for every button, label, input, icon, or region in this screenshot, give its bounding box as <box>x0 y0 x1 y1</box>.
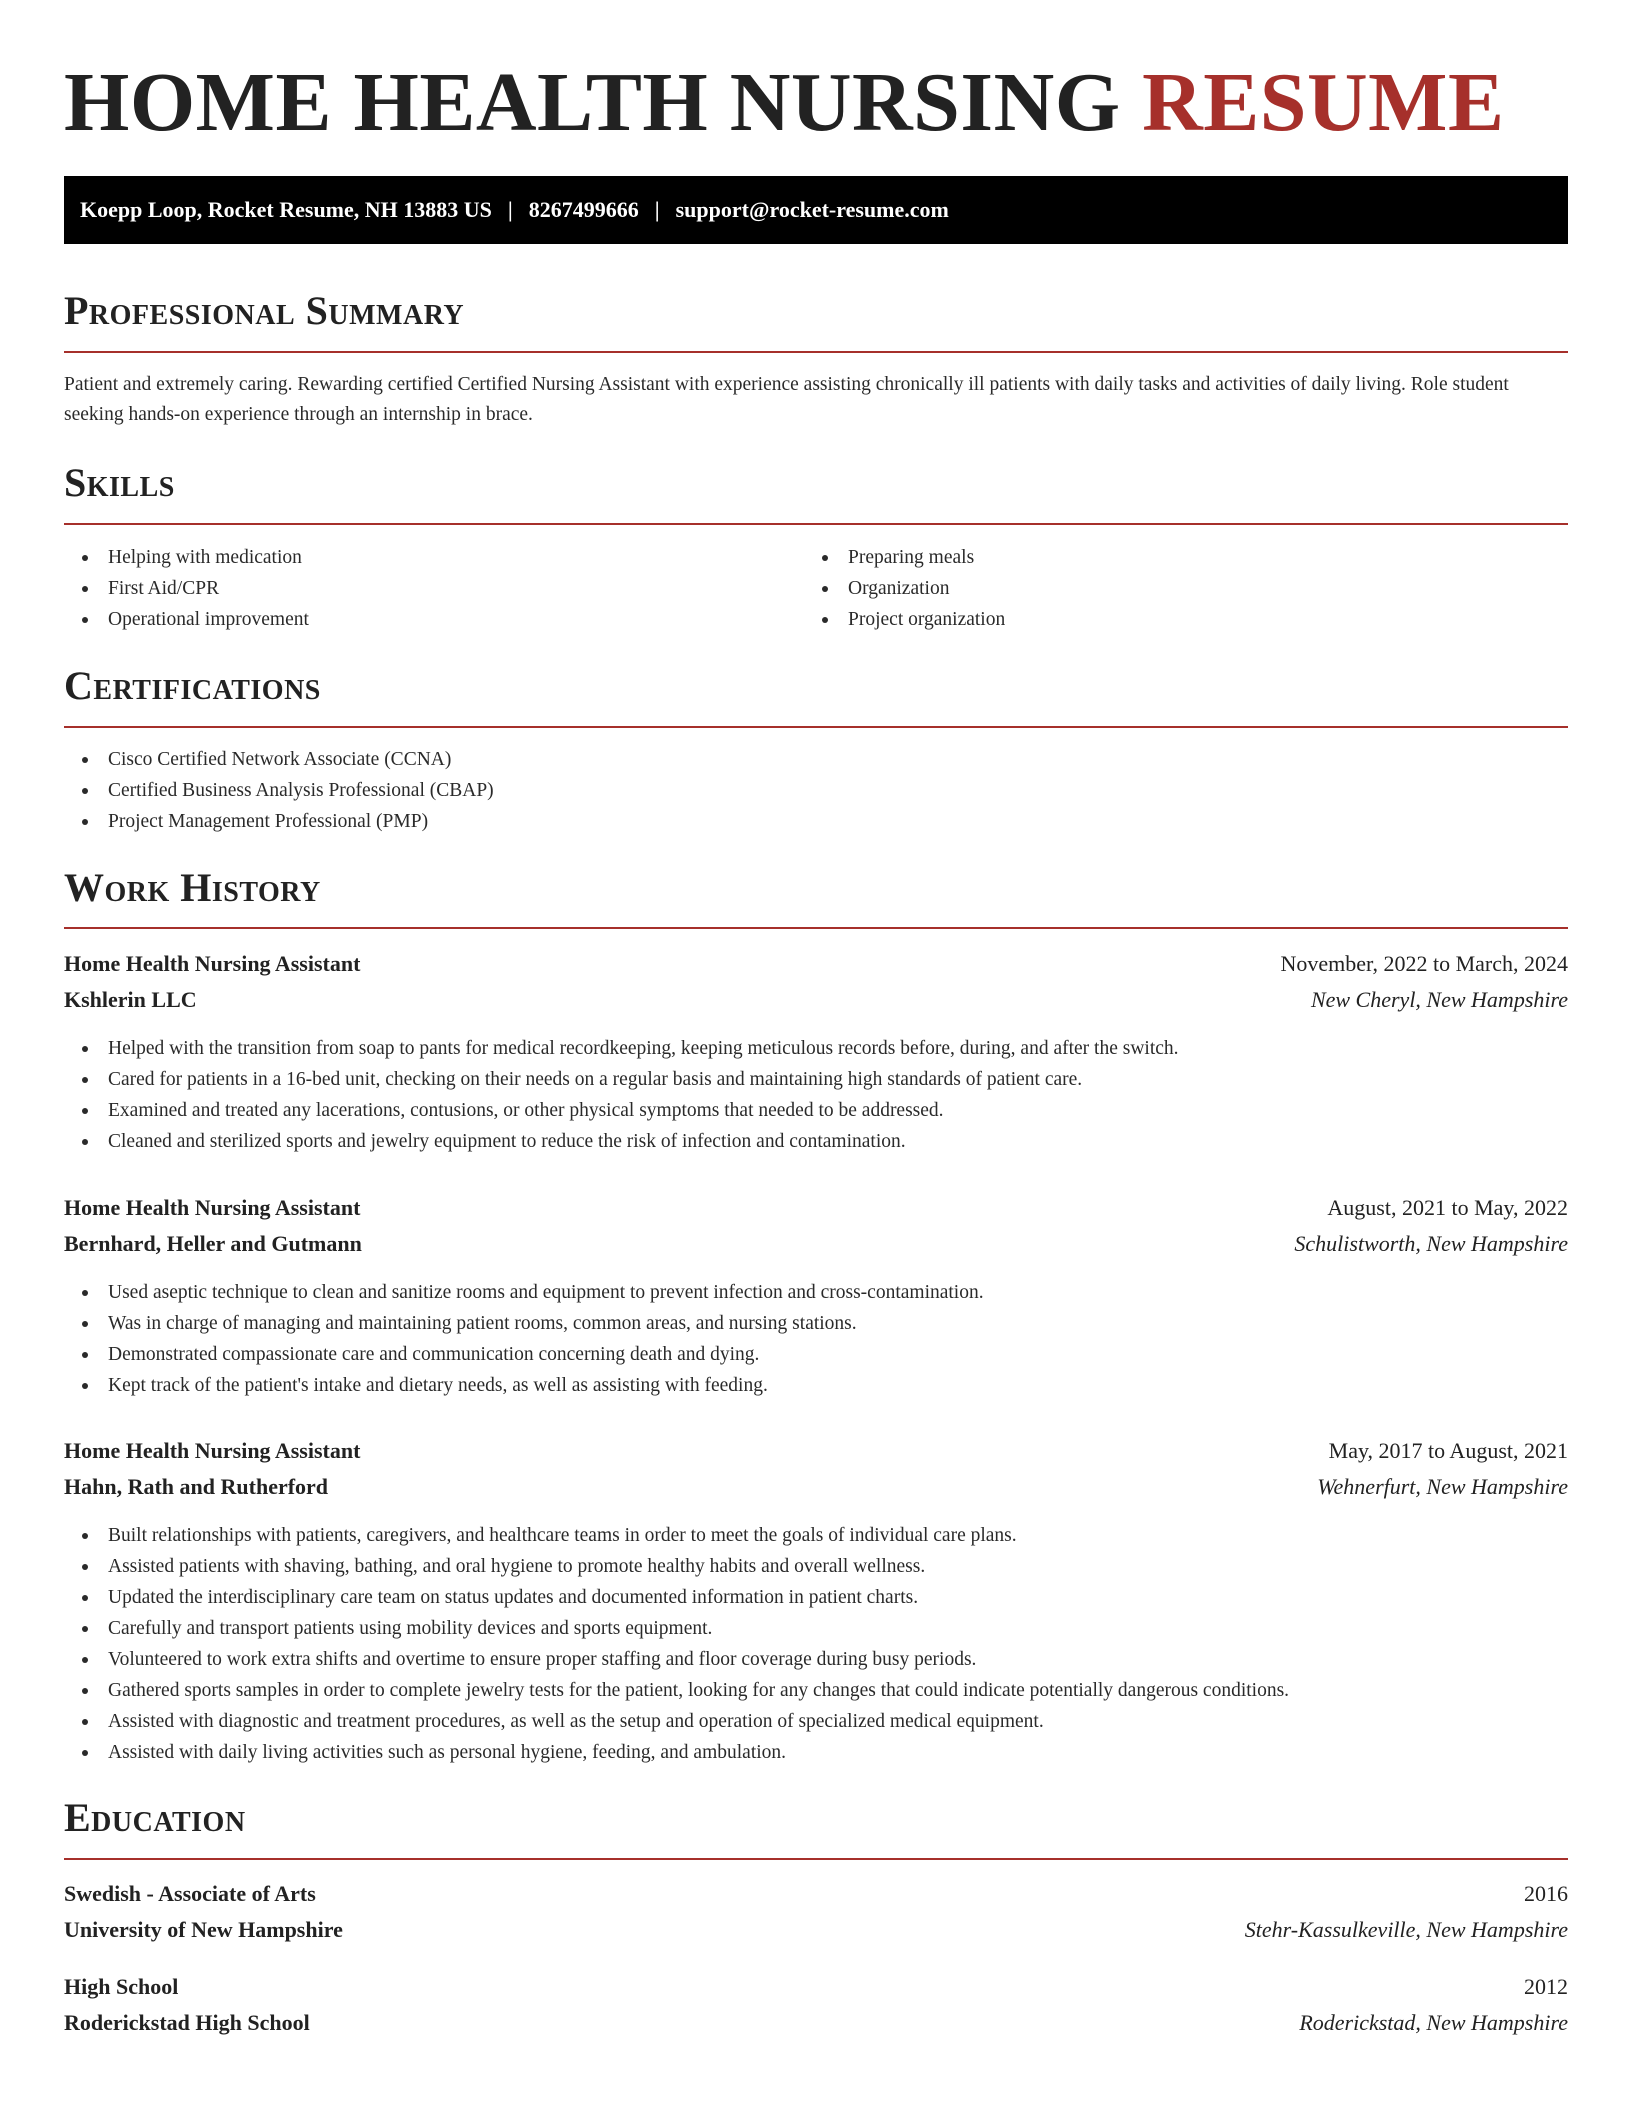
certification-item: Project Management Professional (PMP) <box>64 806 494 837</box>
job-bullet: Built relationships with patients, caregivers, and healthcare teams in order to meet the goals of individual care plans. <box>64 1520 1289 1551</box>
skill-item: Operational improvement <box>64 604 309 635</box>
education-location: Roderickstad, New Hampshire <box>1299 2010 1568 2035</box>
skill-item: Organization <box>804 573 1005 604</box>
job-bullet: Used aseptic technique to clean and sanitize rooms and equipment to prevent infection and cross-contamination. <box>64 1277 984 1308</box>
job-bullet: Assisted with diagnostic and treatment procedures, as well as the setup and operation of specialized medical equipment. <box>64 1706 1289 1737</box>
resume-title <box>64 58 1504 148</box>
job-bullet: Assisted with daily living activities such as personal hygiene, feeding, and ambulation. <box>64 1737 1289 1768</box>
summary-text: Patient and extremely caring. Rewarding certified Certified Nursing Assistant with experience assisting chronically ill patients with daily tasks and activities of daily living. Role student seeking hands-on experience through an internship in brace. <box>64 374 1509 425</box>
job-company: Kshlerin LLC <box>64 987 197 1012</box>
job-bullets <box>64 1277 984 1401</box>
education-degree: High School <box>64 1974 179 1999</box>
section-divider <box>64 726 1568 728</box>
job-title-row <box>64 1190 1568 1226</box>
job-bullet: Cleaned and sterilized sports and jewelry equipment to reduce the risk of infection and contamination. <box>64 1126 1179 1157</box>
job-title-row <box>64 946 1568 982</box>
job-bullet: Was in charge of managing and maintaining patient rooms, common areas, and nursing stations. <box>64 1308 984 1339</box>
job-bullet: Volunteered to work extra shifts and overtime to ensure proper staffing and floor coverage during busy periods. <box>64 1644 1289 1675</box>
skill-item: First Aid/CPR <box>64 573 309 604</box>
job-company: Hahn, Rath and Rutherford <box>64 1474 329 1499</box>
certifications-heading: Certifications <box>64 663 321 708</box>
job-title: Home Health Nursing Assistant <box>64 1195 361 1220</box>
summary-heading: Professional Summary <box>64 288 465 333</box>
contact-email[interactable]: support@rocket-resume.com <box>675 197 949 222</box>
contact-phone[interactable]: 8267499666 <box>528 197 639 222</box>
certification-item: Cisco Certified Network Associate (CCNA) <box>64 744 494 775</box>
resume-title-main: HOME HEALTH NURSING <box>64 56 1121 149</box>
section-divider <box>64 351 1568 353</box>
skills-list-right <box>804 542 1005 635</box>
job-company-row <box>64 1469 1568 1505</box>
job-bullet: Carefully and transport patients using mobility devices and sports equipment. <box>64 1613 1289 1644</box>
job-location: Wehnerfurt, New Hampshire <box>1317 1474 1568 1499</box>
contact-address: Koepp Loop, Rocket Resume, NH 13883 US <box>80 197 492 222</box>
section-divider <box>64 927 1568 929</box>
skills-heading: Skills <box>64 460 175 505</box>
job-bullet: Kept track of the patient's intake and dietary needs, as well as assisting with feeding. <box>64 1370 984 1401</box>
education-school-row <box>64 1912 1568 1948</box>
job-title-row <box>64 1433 1568 1469</box>
contact-separator: | <box>654 197 660 222</box>
education-school: Roderickstad High School <box>64 2010 310 2035</box>
education-school-row <box>64 2005 1568 2041</box>
job-bullets <box>64 1520 1289 1768</box>
section-divider <box>64 523 1568 525</box>
resume-title-accent: RESUME <box>1142 56 1505 149</box>
job-title: Home Health Nursing Assistant <box>64 1438 361 1463</box>
job-bullet: Cared for patients in a 16-bed unit, checking on their needs on a regular basis and maintaining high standards of patient care. <box>64 1064 1179 1095</box>
job-bullet: Updated the interdisciplinary care team on status updates and documented information in patient charts. <box>64 1582 1289 1613</box>
education-location: Stehr-Kassulkeville, New Hampshire <box>1244 1917 1568 1942</box>
job-title: Home Health Nursing Assistant <box>64 951 361 976</box>
job-location: New Cheryl, New Hampshire <box>1310 987 1568 1012</box>
job-dates: November, 2022 to March, 2024 <box>1280 951 1568 976</box>
job-dates: May, 2017 to August, 2021 <box>1328 1438 1568 1463</box>
education-year: 2012 <box>1524 1974 1568 1999</box>
job-company: Bernhard, Heller and Gutmann <box>64 1231 362 1256</box>
skill-item: Helping with medication <box>64 542 309 573</box>
contact-separator: | <box>507 197 513 222</box>
skills-list-left <box>64 542 309 635</box>
job-bullet: Demonstrated compassionate care and communication concerning death and dying. <box>64 1339 984 1370</box>
job-bullet: Examined and treated any lacerations, contusions, or other physical symptoms that needed to be addressed. <box>64 1095 1179 1126</box>
education-degree: Swedish - Associate of Arts <box>64 1881 316 1906</box>
job-bullets <box>64 1033 1179 1157</box>
contact-bar <box>64 176 1568 244</box>
job-company-row <box>64 1226 1568 1262</box>
skill-item: Preparing meals <box>804 542 1005 573</box>
education-degree-row <box>64 1969 1568 2005</box>
job-location: Schulistworth, New Hampshire <box>1294 1231 1568 1256</box>
job-dates: August, 2021 to May, 2022 <box>1327 1195 1568 1220</box>
work-history-heading: Work History <box>64 865 321 910</box>
certifications-list <box>64 744 494 837</box>
education-school: University of New Hampshire <box>64 1917 343 1942</box>
job-bullet: Gathered sports samples in order to complete jewelry tests for the patient, looking for any changes that could indicate potentially dangerous conditions. <box>64 1675 1289 1706</box>
job-bullet: Helped with the transition from soap to pants for medical recordkeeping, keeping meticulous records before, during, and after the switch. <box>64 1033 1179 1064</box>
education-year: 2016 <box>1524 1881 1568 1906</box>
education-degree-row <box>64 1876 1568 1912</box>
skill-item: Project organization <box>804 604 1005 635</box>
certification-item: Certified Business Analysis Professional (CBAP) <box>64 775 494 806</box>
education-heading: Education <box>64 1795 246 1840</box>
job-company-row <box>64 982 1568 1018</box>
section-divider <box>64 1858 1568 1860</box>
job-bullet: Assisted patients with shaving, bathing, and oral hygiene to promote healthy habits and overall wellness. <box>64 1551 1289 1582</box>
